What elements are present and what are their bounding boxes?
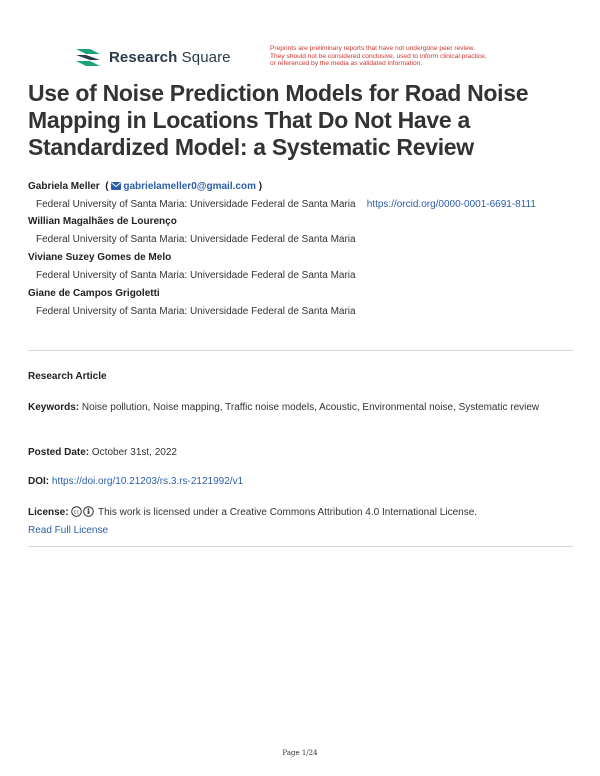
creative-commons-icons (71, 506, 95, 523)
divider (28, 350, 573, 351)
author-entry (28, 249, 576, 285)
divider (28, 546, 573, 547)
author-name: Giane de Campos Grigoletti (28, 288, 160, 299)
author-name: Gabriela Meller (28, 181, 100, 192)
author-entry (28, 285, 576, 321)
license-text: This work is licensed under a Creative Commons Attribution 4.0 International License. (97, 507, 478, 518)
preprint-notice (270, 45, 570, 68)
page-number: Page 1/24 (282, 749, 318, 757)
cc-by-icon (71, 506, 95, 517)
posted-date-label: Posted Date: (28, 447, 90, 458)
author-email-link[interactable]: gabrielameller0@gmail.com (111, 181, 258, 192)
read-full-license-link[interactable]: Read Full License (28, 525, 109, 536)
posted-date (28, 445, 573, 461)
paper-title: Use of Noise Prediction Models for Road Noise Mapping in Locations That Do Not Have a Standardized Model: a Systematic Review (28, 80, 529, 160)
email-close-paren: ) (258, 181, 263, 192)
svg-text:cc: cc (74, 509, 80, 516)
keywords (28, 400, 573, 416)
posted-date-value: October 31st, 2022 (91, 447, 177, 458)
license (28, 505, 573, 539)
notice-line: Preprints are preliminary reports that have not undergone peer review. (270, 45, 475, 52)
author-affiliation: Federal University of Santa Maria: Universidade Federal de Santa Maria (36, 306, 356, 317)
author-name: Viviane Suzey Gomes de Melo (28, 252, 172, 263)
doi-link[interactable]: https://doi.org/10.21203/rs.3.rs-2121992/v1 (51, 476, 244, 487)
author-affiliation: Federal University of Santa Maria: Universidade Federal de Santa Maria (36, 270, 356, 281)
notice-line: or referenced by the media as validated information. (270, 60, 423, 68)
article-type: Research Article (28, 371, 107, 382)
author-affiliation: Federal University of Santa Maria: Universidade Federal de Santa Maria https://orcid.org/0000-0001-6691-8111 (36, 199, 536, 210)
author-name: Willian Magalhães de Lourenço (28, 216, 177, 227)
author-list (28, 178, 576, 321)
keywords-label: Keywords: (28, 402, 80, 413)
doi-label: DOI: (28, 476, 50, 487)
email-open-paren: ( (102, 181, 109, 192)
author-entry (28, 213, 576, 249)
research-square-logo-icon (74, 46, 102, 68)
author-entry (28, 178, 576, 213)
notice-line: They should not be considered conclusive, used to inform clinical practice, (270, 52, 487, 60)
orcid-link[interactable]: https://orcid.org/0000-0001-6691-8111 (366, 199, 536, 210)
envelope-icon (111, 182, 121, 190)
logo-wordmark: Research Square (109, 48, 231, 66)
research-square-logo[interactable] (74, 46, 231, 68)
author-affiliation: Federal University of Santa Maria: Universidade Federal de Santa Maria (36, 234, 356, 245)
keywords-value: Noise pollution, Noise mapping, Traffic noise models, Acoustic, Environmental noise, Systematic review (81, 402, 540, 413)
doi (28, 474, 573, 490)
license-label: License: (28, 507, 69, 518)
